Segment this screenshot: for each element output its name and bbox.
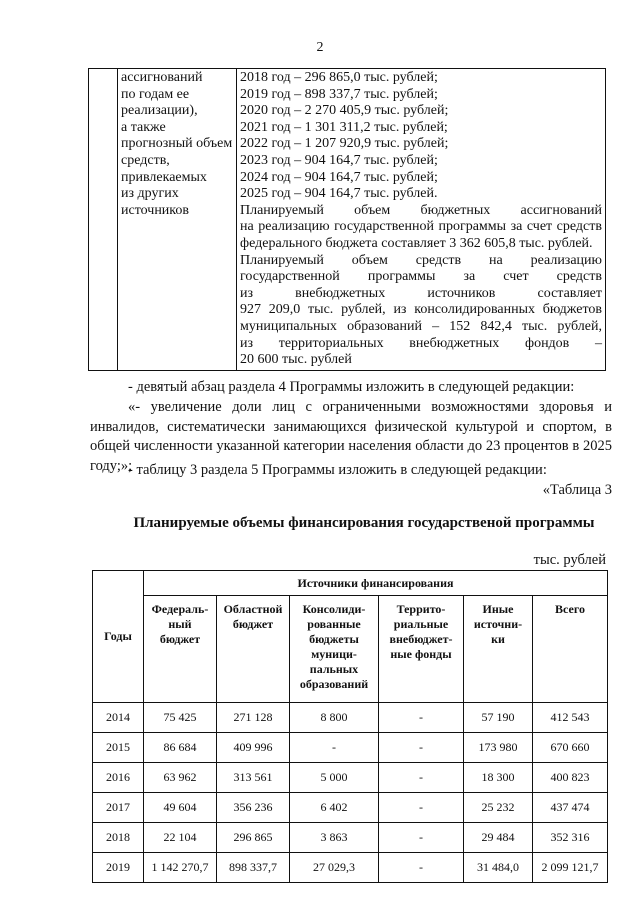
extra-line: Планируемый объем средств на реализацию (240, 252, 602, 268)
cell-other: 29 484 (464, 823, 533, 853)
table-row (93, 703, 608, 733)
cell-territorial: - (379, 793, 464, 823)
federal-line: федерального бюджета составляет 3 362 605,8 тыс. рублей. (240, 235, 593, 251)
cell-year: 2014 (93, 703, 144, 733)
cell-municipal: 6 402 (290, 793, 379, 823)
cell-federal: 75 425 (144, 703, 217, 733)
cell-territorial: - (379, 853, 464, 883)
col-federal: Федераль- ный бюджет (144, 596, 217, 703)
table-row (93, 733, 608, 763)
year-line: 2024 год – 904 164,7 тыс. рублей; (240, 169, 438, 185)
cell-federal: 86 684 (144, 733, 217, 763)
cell-total: 412 543 (533, 703, 608, 733)
cell-total: 2 099 121,7 (533, 853, 608, 883)
cell-federal: 49 604 (144, 793, 217, 823)
empty-cell (89, 69, 118, 371)
label-line: из других (121, 186, 179, 202)
label-line: ассигнований (121, 70, 203, 85)
extra-line: 927 209,0 тыс. рублей, из консолидированных бюджетов (240, 302, 602, 318)
col-municipal: Консолиди- рованные бюджеты муници- пальных образований (290, 596, 379, 703)
label-line: средств, (121, 152, 170, 168)
cell-municipal: 27 029,3 (290, 853, 379, 883)
year-line: 2025 год – 904 164,7 тыс. рублей. (240, 186, 438, 202)
label-line: прогнозный объем (121, 136, 233, 152)
year-line: 2023 год – 904 164,7 тыс. рублей; (240, 152, 438, 168)
cell-year: 2017 (93, 793, 144, 823)
cell-year: 2019 (93, 853, 144, 883)
financing-table (92, 570, 608, 883)
cell-federal: 1 142 270,7 (144, 853, 217, 883)
cell-territorial: - (379, 703, 464, 733)
cell-other: 173 980 (464, 733, 533, 763)
cell-municipal: 5 000 (290, 763, 379, 793)
cell-total: 670 660 (533, 733, 608, 763)
cell-total: 437 474 (533, 793, 608, 823)
year-line: 2020 год – 2 270 405,9 тыс. рублей; (240, 103, 449, 119)
year-line: 2022 год – 1 207 920,9 тыс. рублей; (240, 136, 449, 152)
table-row (93, 853, 608, 883)
table-reference: «Таблица 3 (542, 482, 612, 498)
col-regional: Областной бюджет (217, 596, 290, 703)
cell-total: 400 823 (533, 763, 608, 793)
label-line: а также (121, 119, 166, 135)
col-territorial: Террито- риальные внебюджет- ные фонды (379, 596, 464, 703)
cell-year: 2015 (93, 733, 144, 763)
cell-regional: 356 236 (217, 793, 290, 823)
table-row (93, 823, 608, 853)
cell-territorial: - (379, 763, 464, 793)
cell-other: 57 190 (464, 703, 533, 733)
passport-table (88, 68, 606, 371)
cell-municipal: - (290, 733, 379, 763)
label-line: источников (121, 202, 190, 218)
year-line: 2018 год – 296 865,0 тыс. рублей; (240, 70, 438, 85)
year-line: 2019 год – 898 337,7 тыс. рублей; (240, 86, 438, 102)
cell-federal: 22 104 (144, 823, 217, 853)
units-label: тыс. рублей (533, 552, 606, 568)
cell-territorial: - (379, 733, 464, 763)
cell-year: 2016 (93, 763, 144, 793)
cell-regional: 271 128 (217, 703, 290, 733)
cell-federal: 63 962 (144, 763, 217, 793)
cell-regional: 296 865 (217, 823, 290, 853)
extra-line: из внебюджетных источников составляет (240, 285, 602, 301)
cell-regional: 313 561 (217, 763, 290, 793)
cell-year: 2018 (93, 823, 144, 853)
table-row (93, 763, 608, 793)
extra-line: из территориальных внебюджетных фондов – (240, 335, 602, 351)
col-other: Иные источни- ки (464, 596, 533, 703)
federal-line: Планируемый объем бюджетных ассигнований (240, 202, 602, 218)
paragraph-1: - девятый абзац раздела 4 Программы изложить в следующей редакции: (128, 379, 575, 395)
cell-other: 31 484,0 (464, 853, 533, 883)
table-title: Планируемые объемы финансирования государственой программы (133, 515, 595, 531)
label-cell (118, 69, 237, 371)
label-line: по годам ее (121, 86, 190, 102)
paragraph-3: - таблицу 3 раздела 5 Программы изложить в следующей редакции: (128, 462, 547, 478)
cell-regional: 409 996 (217, 733, 290, 763)
cell-total: 352 316 (533, 823, 608, 853)
cell-municipal: 8 800 (290, 703, 379, 733)
label-line: привлекаемых (121, 169, 207, 185)
cell-other: 25 232 (464, 793, 533, 823)
label-line: реализации), (121, 103, 198, 119)
cell-other: 18 300 (464, 763, 533, 793)
col-total: Всего (533, 596, 608, 703)
header-years: Годы (93, 571, 144, 703)
quote-paragraph: «- увеличение доли лиц с ограниченными возможностями здоровья и инвалидов, систематически занимающихся физической культурой и спортом, в общей численности указанной категории населения области до 23 процентов в 2025 году;»; (90, 399, 612, 474)
table-row (93, 793, 608, 823)
page-number: 2 (316, 40, 324, 55)
cell-municipal: 3 863 (290, 823, 379, 853)
federal-line: на реализацию государственной программы за счет средств (240, 219, 602, 235)
cell-territorial: - (379, 823, 464, 853)
value-cell (237, 69, 606, 371)
extra-line: 20 600 тыс. рублей (240, 352, 352, 368)
extra-line: государственной программы за счет средств (240, 269, 602, 285)
year-line: 2021 год – 1 301 311,2 тыс. рублей; (240, 119, 448, 135)
cell-regional: 898 337,7 (217, 853, 290, 883)
extra-line: муниципальных образований – 152 842,4 тыс. рублей, (240, 318, 602, 334)
header-sources: Источники финансирования (144, 571, 608, 596)
